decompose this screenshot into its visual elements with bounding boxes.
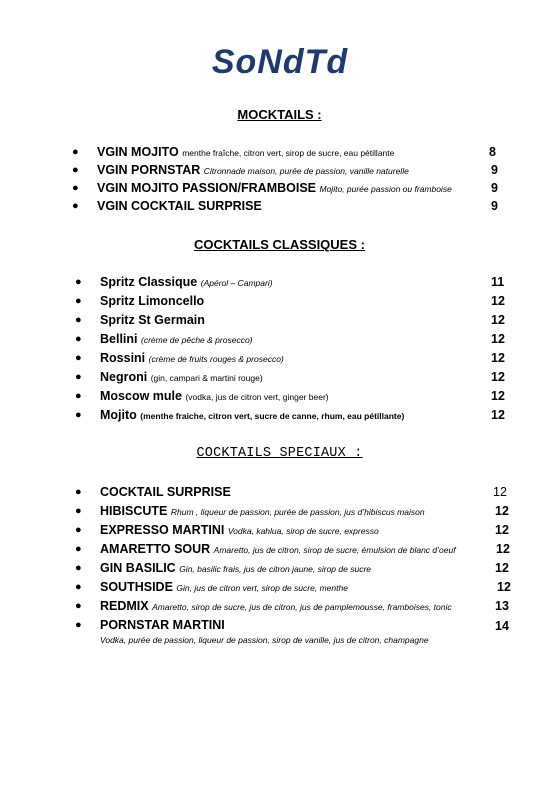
item-price: 12 (493, 485, 507, 499)
mocktails-title: MOCKTAILS : (237, 107, 322, 122)
bullet-icon: ● (72, 164, 79, 176)
bullet-icon: ● (75, 276, 82, 288)
bullet-icon: ● (75, 409, 82, 421)
item-desc: Rhum , liqueur de passion, purée de passion, jus d’hibiscus maison (170, 507, 425, 517)
item-name: COCKTAIL SURPRISE (100, 485, 231, 499)
item-desc: (menthe fraiche, citron vert, sucre de canne, rhum, eau pétillante) (140, 411, 405, 421)
logo-text: SoNdTd (211, 44, 349, 80)
item-name: VGIN PORNSTAR (97, 163, 201, 177)
item-name: VGIN MOJITO PASSION/FRAMBOISE (97, 181, 317, 195)
bullet-icon: ● (75, 486, 82, 498)
bullet-icon: ● (75, 333, 82, 345)
item-price: 12 (495, 504, 509, 518)
item-name: Mojito (100, 408, 137, 422)
item-name: HIBISCUTE (100, 504, 168, 518)
item-desc: Mojito, purée passion ou framboise (319, 184, 452, 194)
item-price: 12 (495, 561, 509, 575)
item-name: Spritz Classique (100, 275, 198, 289)
item-desc: menthe fraîche, citron vert, sirop de sucre, eau pétillante (182, 148, 395, 158)
item-name: Bellini (100, 332, 138, 346)
item-desc: Amaretto, jus de citron, sirop de sucre, émulsion de blanc d’oeuf (213, 545, 456, 555)
item-name: REDMIX (100, 599, 149, 613)
item-name: VGIN MOJITO (97, 145, 179, 159)
bullet-icon: ● (72, 146, 79, 158)
item-price: 12 (491, 389, 505, 403)
bullet-icon: ● (75, 505, 82, 517)
item-desc: (crème de fruits rouges & prosecco) (148, 354, 284, 364)
item-desc: Gin, basilic frais, jus de citron jaune, sirop de sucre (179, 564, 371, 574)
classiques-title: COCKTAILS CLASSIQUES : (194, 237, 365, 252)
item-name: Moscow mule (100, 389, 182, 403)
item-price: 12 (491, 370, 505, 384)
item-price: 12 (491, 408, 505, 422)
item-desc: Citronnade maison, purée de passion, vanille naturelle (203, 166, 409, 176)
item-price: 12 (496, 542, 510, 556)
bullet-icon: ● (75, 619, 82, 631)
item-name: AMARETTO SOUR (100, 542, 211, 556)
item-name: GIN BASILIC (100, 561, 176, 575)
item-price: 11 (491, 275, 505, 289)
item-price: 13 (495, 599, 509, 613)
item-name: VGIN COCKTAIL SURPRISE (97, 199, 262, 213)
item-price: 12 (491, 294, 505, 308)
bullet-icon: ● (75, 581, 82, 593)
item-name: SOUTHSIDE (100, 580, 173, 594)
item-name: EXPRESSO MARTINI (100, 523, 225, 537)
bullet-icon: ● (72, 200, 79, 212)
item-price: 8 (489, 145, 496, 159)
bullet-icon: ● (75, 562, 82, 574)
item-desc: Vodka, kahlua, sirop de sucre, expresso (227, 526, 379, 536)
bullet-icon: ● (75, 371, 82, 383)
bullet-icon: ● (75, 543, 82, 555)
item-name: PORNSTAR MARTINI (100, 618, 225, 632)
bullet-icon: ● (75, 600, 82, 612)
bullet-icon: ● (75, 524, 82, 536)
item-price: 9 (491, 163, 498, 177)
item-price: 12 (491, 351, 505, 365)
item-price: 12 (495, 523, 509, 537)
bullet-icon: ● (75, 390, 82, 402)
bullet-icon: ● (75, 352, 82, 364)
item-desc: Vodka, purée de passion, liqueur de passion, sirop de vanille, jus de citron, champagne (100, 635, 429, 645)
item-desc: Amaretto, sirop de sucre, jus de citron, jus de pamplemousse, framboises, tonic (152, 602, 452, 612)
bullet-icon: ● (75, 314, 82, 326)
item-desc: (vodka, jus de citron vert, ginger beer) (185, 392, 329, 402)
item-price: 9 (491, 181, 498, 195)
item-desc: (gin, campari & martini rouge) (150, 373, 263, 383)
item-name: Negroni (100, 370, 148, 384)
item-price: 12 (491, 313, 505, 327)
item-price: 12 (497, 580, 511, 594)
bullet-icon: ● (72, 182, 79, 194)
item-desc: Gin, jus de citron vert, sirop de sucre, menthe (176, 583, 348, 593)
speciaux-title: COCKTAILS SPECIAUX : (196, 446, 363, 461)
item-desc: (Apérol – Campari) (200, 278, 273, 288)
item-name: Spritz Limoncello (100, 294, 205, 308)
item-price: 9 (491, 199, 498, 213)
item-name: Spritz St Germain (100, 313, 205, 327)
item-price: 14 (495, 619, 509, 633)
item-name: Rossini (100, 351, 146, 365)
bullet-icon: ● (75, 295, 82, 307)
sonata-logo (205, 44, 355, 80)
item-price: 12 (491, 332, 505, 346)
item-desc: (crème de pêche & prosecco) (141, 335, 253, 345)
